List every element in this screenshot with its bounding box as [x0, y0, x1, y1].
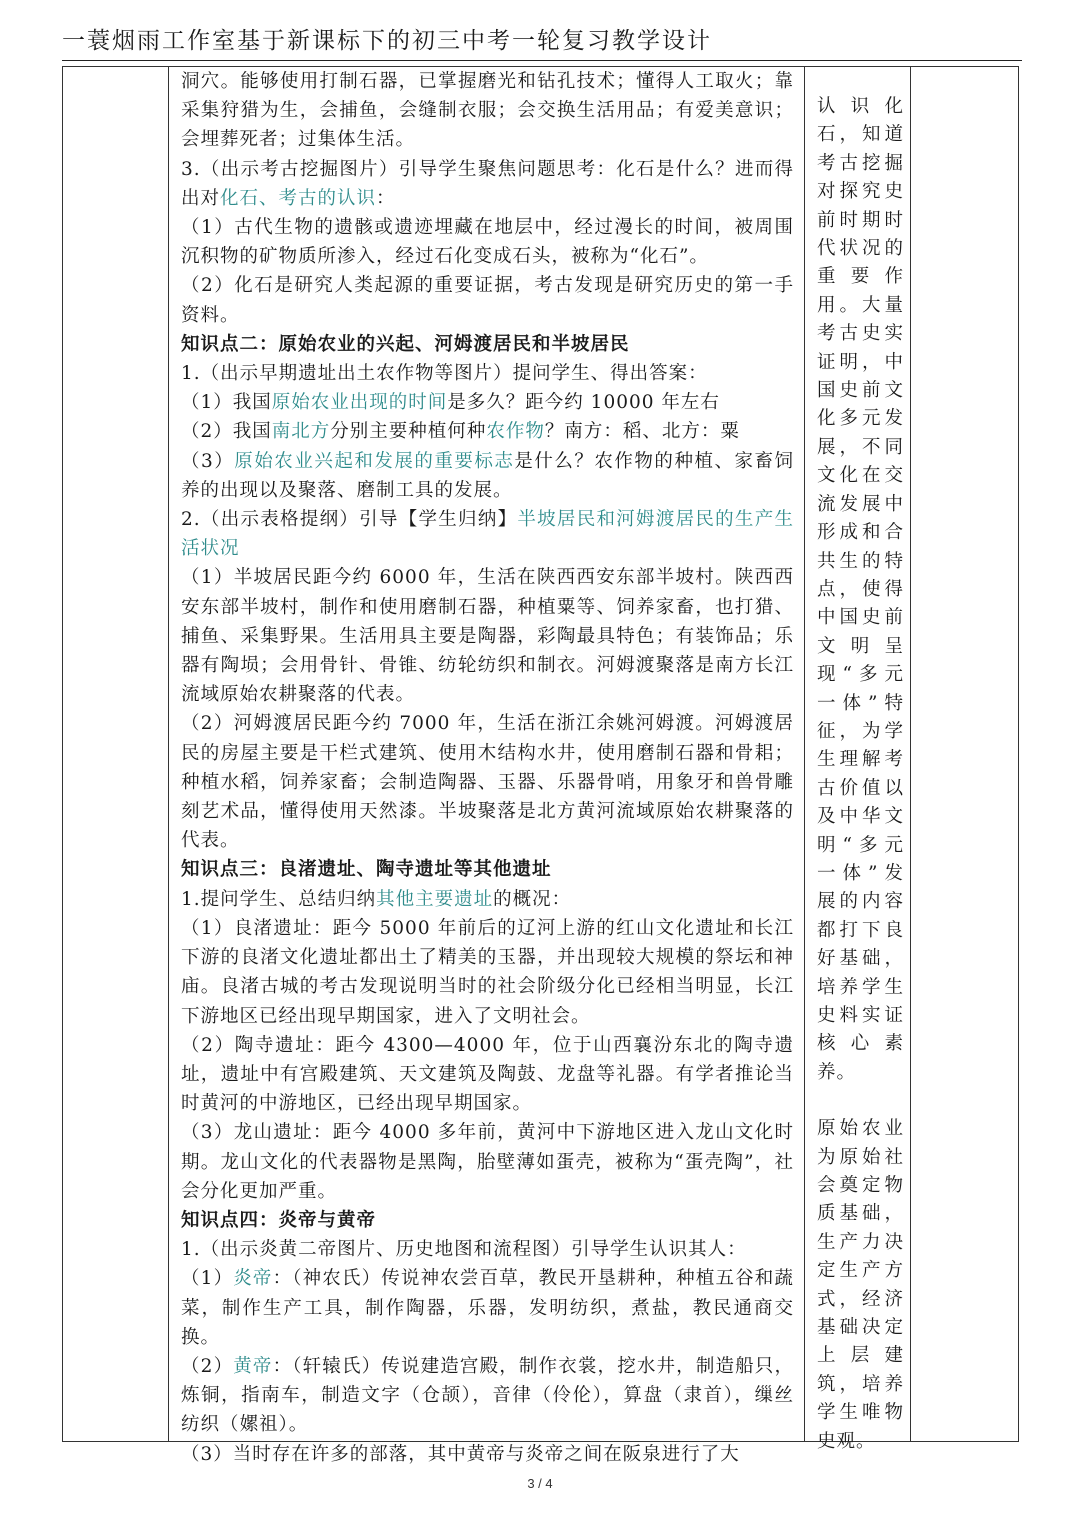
highlight-text: 化石、考古的认识: [220, 187, 377, 209]
page-header-title: 一蓑烟雨工作室基于新课标下的初三中考一轮复习教学设计: [62, 28, 712, 54]
kp2-question-1: （1）我国原始农业出现的时间是多久？距今约 10000 年左右: [181, 392, 720, 414]
highlight-text: 南北方: [271, 421, 331, 443]
note-spacer: [817, 1087, 904, 1115]
highlight-text: 黄帝: [233, 1355, 273, 1377]
step3-paragraph: 3.（出示考古挖掘图片）引导学生聚焦问题思考：化石是什么？进而得出对化石、考古的认识：: [181, 158, 794, 209]
lesson-table: [62, 66, 1019, 1465]
highlight-text: 原始农业兴起和发展的重要标志: [234, 450, 515, 472]
intro-continuation: 洞穴。能够使用打制石器，已掌握磨光和钻孔技术；懂得人工取火；靠采集狩猎为生，会捕鱼，会缝制衣服；会交换生活用品；有爱美意识；会埋葬死者；过集体生活。: [181, 71, 794, 151]
section-heading-kp2: 知识点二：原始农业的兴起、河姆渡居民和半坡居民: [181, 333, 630, 355]
kp3-taosi: （2）陶寺遗址：距今 4300—4000 年，位于山西襄汾东北的陶寺遗址，遗址中有宫殿建筑、天文建筑及陶鼓、龙盘等礼器。有学者推论当时黄河的中游地区，已经出现早期国家。: [181, 1034, 794, 1115]
highlight-text: 农作物: [486, 421, 545, 443]
kp2-step1: 1.（出示早期遗址出土农作物等图片）提问学生、得出答案：: [181, 363, 708, 385]
highlight-text: 半坡居民和河姆渡居民的生产生活状况: [181, 509, 794, 560]
kp2-question-3: （3）原始农业兴起和发展的重要标志是什么？农作物的种植、家畜饲养的出现以及聚落、磨制工具的发展。: [181, 450, 794, 501]
header-rule: [62, 60, 1022, 61]
kp4-huangdi: （2）黄帝：（轩辕氏）传说建造宫殿，制作衣裳，挖水井，制造船只，炼铜，指南车，制造文字（仓颉），音律（伶伦），算盘（隶首），缫丝纺织（嫘祖）。: [181, 1355, 794, 1436]
highlight-text: 炎帝: [233, 1268, 273, 1290]
section-heading-kp4: 知识点四：炎帝与黄帝: [181, 1209, 377, 1231]
kp2-banpo: （1）半坡居民距今约 6000 年，生活在陕西西安东部半坡村。陕西西安东部半坡村，制作和使用磨制石器，种植粟等、饲养家畜，也打猎、捕鱼、采集野果。生活用具主要是陶器，彩陶最具特色；有装饰品；乐器有陶埙；会用骨针、骨锥、纺轮纺织和制衣。河姆渡聚落是南方长江流域原始农耕聚落的代表。: [181, 567, 794, 706]
kp2-question-2: （2）我国南北方分别主要种植何种农作物？南方：稻、北方：粟: [181, 421, 740, 443]
page-number: 3 / 4: [527, 1476, 553, 1491]
table-cell-activities: [169, 67, 805, 1465]
kp4-yandi: （1）炎帝：（神农氏）传说神农尝百草，教民开垦耕种，种植五谷和蔬菜，制作生产工具，制作陶器，乐器，发明纺织，煮盐，教民通商交换。: [181, 1268, 794, 1348]
kp4-war: （3）当时存在许多的部落，其中黄帝与炎帝之间在阪泉进行了大: [181, 1443, 740, 1465]
table-cell-remarks: [911, 67, 1019, 1442]
fossil-point-2: （2）化石是研究人类起源的重要证据，考古发现是研究历史的第一手资料。: [181, 275, 794, 326]
section-heading-kp3: 知识点三：良渚遗址、陶寺遗址等其他遗址: [181, 859, 552, 881]
design-note-1: 认识化石，知道考古挖掘对探究史前时期时代状况的重要作用。大量考古史实证明，中国史前文化多元发展，不同文化在交流发展中形成和合共生的特点，使得中国史前文明呈现“多元一体”特征，为学生理解考古价值以及中华文明“多元一体”发展的内容都打下良好基础，培养学生史料实证核心素养。: [817, 96, 904, 1083]
fossil-point-1: （1）古代生物的遗骸或遗迹埋藏在地层中，经过漫长的时间，被周围沉积物的矿物质所渗入，经过石化变成石头，被称为“化石”。: [181, 217, 794, 268]
kp2-hemudu: （2）河姆渡居民距今约 7000 年，生活在浙江余姚河姆渡。河姆渡居民的房屋主要是干栏式建筑、使用木结构水井，使用磨制石器和骨耜；种植水稻，饲养家畜；会制造陶器、玉器、乐器骨哨，用象牙和兽骨雕刻艺术品，懂得使用天然漆。半坡聚落是北方黄河流域原始农耕聚落的代表。: [181, 713, 794, 852]
table-cell-design-intent: [805, 67, 911, 1452]
table-cell-stage: [63, 67, 169, 1442]
kp3-step1: 1.提问学生、总结归纳其他主要遗址的概况：: [181, 888, 572, 910]
kp4-step1: 1.（出示炎黄二帝图片、历史地图和流程图）引导学生认识其人：: [181, 1239, 747, 1261]
design-notes: [805, 67, 910, 1452]
kp3-longshan: （3）龙山遗址：距今 4000 多年前，黄河中下游地区进入龙山文化时期。龙山文化的代表器物是黑陶，胎壁薄如蛋壳，被称为“蛋壳陶”，社会分化更加严重。: [181, 1122, 794, 1202]
highlight-text: 原始农业出现的时间: [271, 392, 448, 414]
design-note-2: 原始农业为原始社会奠定物质基础，生产力决定生产方式，经济基础决定上层建筑，培养学生唯物史观。: [817, 1118, 904, 1452]
teaching-content: [169, 67, 804, 1465]
kp2-step2: 2.（出示表格提纲）引导【学生归纳】半坡居民和河姆渡居民的生产生活状况: [181, 509, 794, 560]
highlight-text: 其他主要遗址: [376, 888, 494, 910]
kp3-liangzhu: （1）良渚遗址：距今 5000 年前后的辽河上游的红山文化遗址和长江下游的良渚文化遗址都出土了精美的玉器，并出现较大规模的祭坛和神庙。良渚古城的考古发现说明当时的社会阶级分化已经相当明显，长江下游地区已经出现早期国家，进入了文明社会。: [181, 917, 794, 1027]
